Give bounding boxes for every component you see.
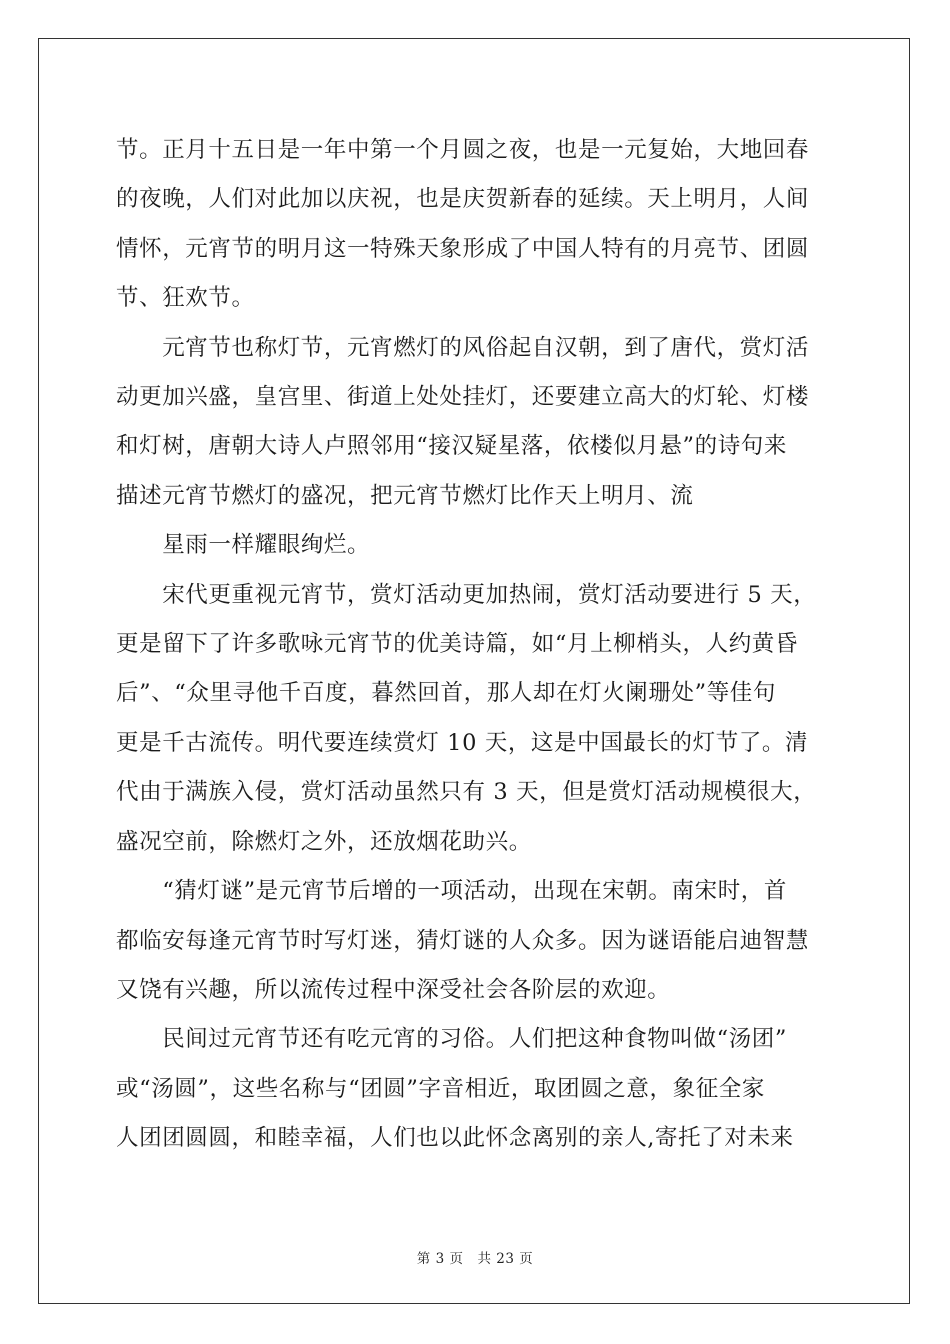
text-line: 描述元宵节燃灯的盛况，把元宵节燃灯比作天上明月、流 <box>116 482 694 509</box>
text-line: 和灯树，唐朝大诗人卢照邻用“接汉疑星落，依楼似月悬”的诗句来 <box>116 433 788 460</box>
text-line: 更是留下了许多歌咏元宵节的优美诗篇，如“月上柳梢头，人约黄昏 <box>116 631 799 658</box>
text-line: 都临安每逢元宵节时写灯迷，猜灯谜的人众多。因为谜语能启迪智慧 <box>116 927 810 954</box>
text-line: 的夜晚，人们对此加以庆祝，也是庆贺新春的延续。天上明月，人间 <box>116 186 810 213</box>
text-line: 又饶有兴趣，所以流传过程中深受社会各阶层的欢迎。 <box>116 976 671 1003</box>
page-number: 第 3 页 <box>416 1251 464 1267</box>
text-line: “猜灯谜”是元宵节后增的一项活动，出现在宋朝。南宋时，首 <box>116 878 788 905</box>
text-line: 星雨一样耀眼绚烂。 <box>116 532 371 559</box>
page-total: 共 23 页 <box>477 1251 534 1267</box>
text-line: 后”、“众里寻他千百度，暮然回首，那人却在灯火阑珊处”等佳句 <box>116 680 777 707</box>
text-line: 更是千古流传。明代要连续赏灯 10 天，这是中国最长的灯节了。清 <box>116 729 809 756</box>
text-line: 盛况空前，除燃灯之外，还放烟花助兴。 <box>116 828 532 855</box>
text-line: 动更加兴盛，皇宫里、街道上处处挂灯，还要建立高大的灯轮、灯楼 <box>116 384 810 411</box>
document-text <box>116 126 834 1164</box>
document-body <box>116 126 834 1164</box>
text-line: 情怀，元宵节的明月这一特殊天象形成了中国人特有的月亮节、团圆 <box>116 235 810 262</box>
text-line: 宋代更重视元宵节，赏灯活动更加热闹，赏灯活动要进行 5 天， <box>116 581 817 608</box>
text-line: 人团团圆圆，和睦幸福，人们也以此怀念离别的亲人,寄托了对未来 <box>116 1125 794 1152</box>
text-line: 节。正月十五日是一年中第一个月圆之夜，也是一元复始，大地回春 <box>116 137 810 163</box>
text-line: 代由于满族入侵，赏灯活动虽然只有 3 天，但是赏灯活动规模很大， <box>116 779 817 806</box>
page-footer <box>0 1247 950 1267</box>
text-line: 民间过元宵节还有吃元宵的习俗。人们把这种食物叫做“汤团” <box>116 1026 788 1053</box>
text-line: 节、狂欢节。 <box>116 285 255 312</box>
text-line: 元宵节也称灯节，元宵燃灯的风俗起自汉朝，到了唐代，赏灯活 <box>116 334 810 361</box>
text-line: 或“汤圆”，这些名称与“团圆”字音相近，取团圆之意，象征全家 <box>116 1075 766 1102</box>
